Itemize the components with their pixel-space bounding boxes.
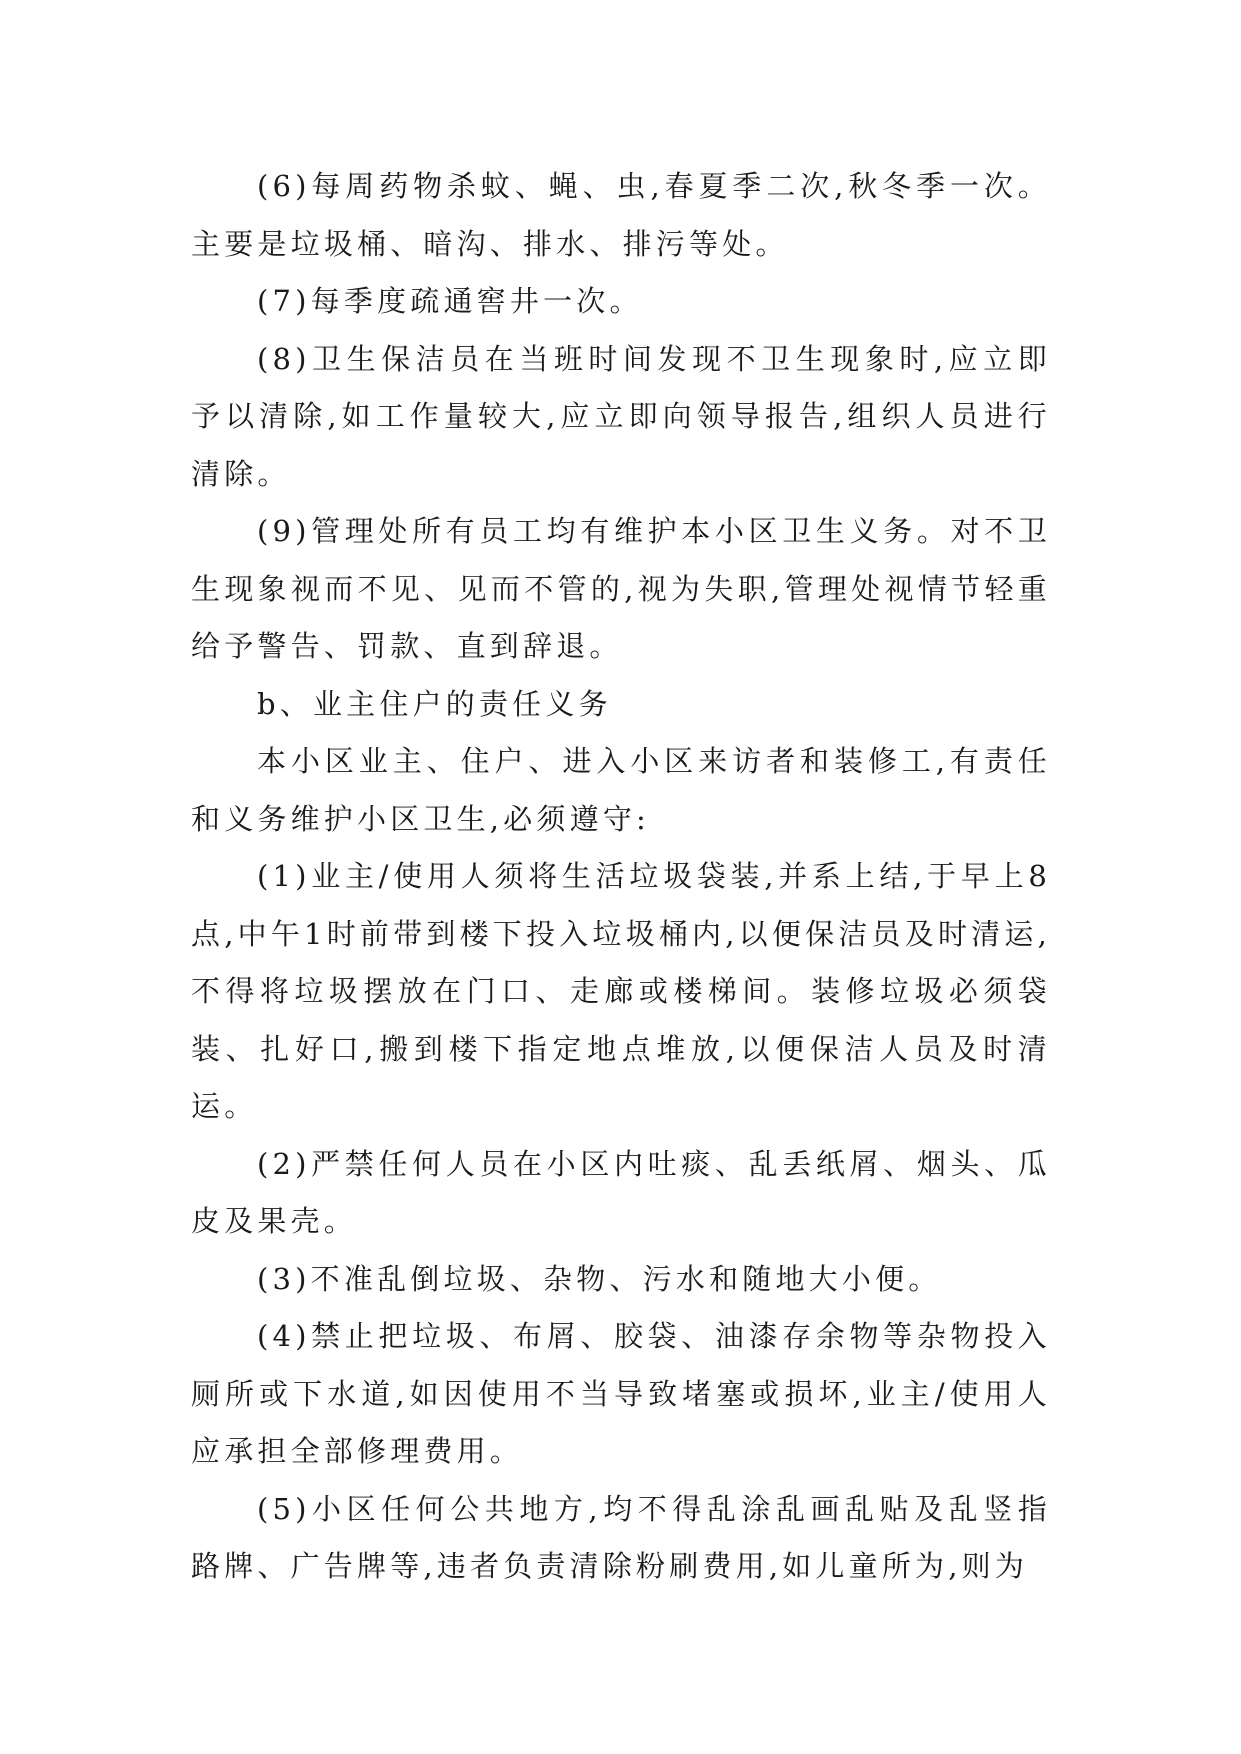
rule-item-5: (5)小区任何公共地方,均不得乱涂乱画乱贴及乱竖指路牌、广告牌等,违者负责清除粉刷费用,如儿童所为,则为 [191,1491,1051,1583]
paragraph-item-6: (6)每周药物杀蚊、蝇、虫,春夏季二次,秋冬季一次。主要是垃圾桶、暗沟、排水、排污等处。 [191,169,1051,261]
rule-item-2: (2)严禁任何人员在小区内吐痰、乱丢纸屑、烟头、瓜皮及果壳。 [191,1146,1051,1238]
section-heading-b: b、业主住户的责任义务 [257,686,612,721]
section-intro: 本小区业主、住户、进入小区来访者和装修工,有责任和义务维护小区卫生,必须遵守: [191,744,1051,836]
document-body [191,158,1051,1596]
rule-item-4: (4)禁止把垃圾、布屑、胶袋、油漆存余物等杂物投入厕所或下水道,如因使用不当导致堵塞或损坏,业主/使用人应承担全部修理费用。 [191,1319,1051,1468]
rule-item-3: (3)不准乱倒垃圾、杂物、污水和随地大小便。 [257,1261,942,1296]
paragraph-item-8: (8)卫生保洁员在当班时间发现不卫生现象时,应立即予以清除,如工作量较大,应立即向领导报告,组织人员进行清除。 [191,341,1051,491]
paragraph-item-9: (9)管理处所有员工均有维护本小区卫生义务。对不卫生现象视而不见、见而不管的,视为失职,管理处视情节轻重给予警告、罚款、直到辞退。 [191,514,1051,663]
paragraph-item-7: (7)每季度疏通窖井一次。 [257,284,643,318]
rule-item-1: (1)业主/使用人须将生活垃圾袋装,并系上结,于早上8点,中午1时前带到楼下投入垃圾桶内,以便保洁员及时清运,不得将垃圾摆放在门口、走廊或楼梯间。装修垃圾必须袋装、扎好口,搬到楼下指定地点堆放,以便保洁人员及时清运。 [191,859,1051,1123]
